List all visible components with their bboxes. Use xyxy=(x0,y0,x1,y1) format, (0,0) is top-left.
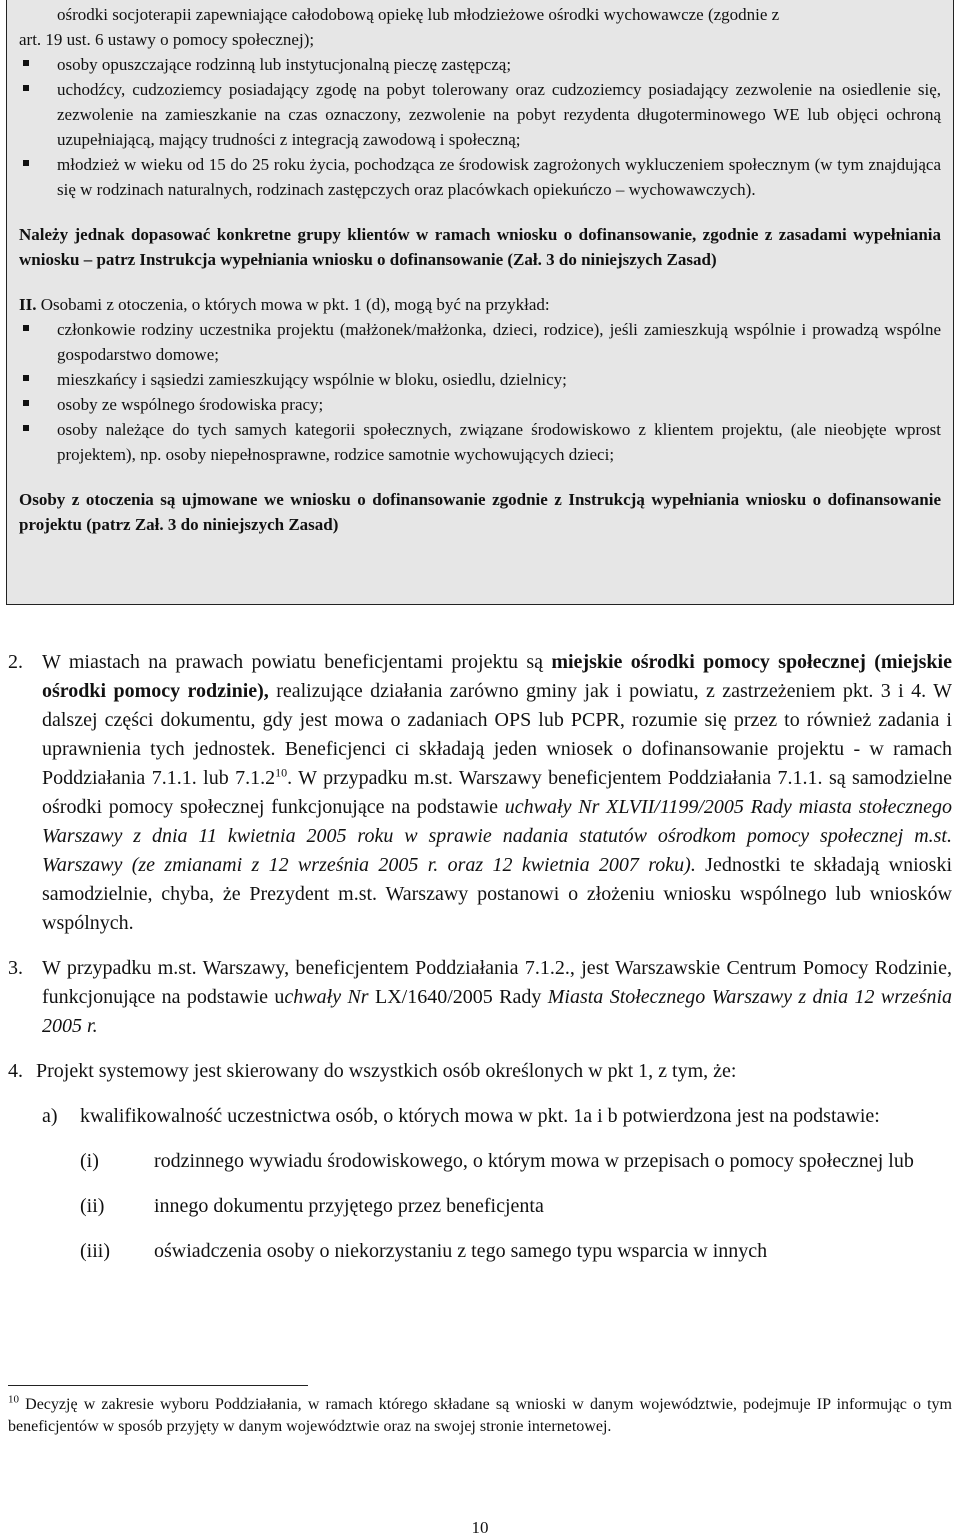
roman-item-ii: (ii) innego dokumentu przyjętego przez beneficjenta xyxy=(80,1195,544,1217)
bullet-a-1: osoby opuszczające rodzinną lub instytucjonalną pieczę zastępczą; xyxy=(19,52,941,77)
bullet-a-3: młodzież w wieku od 15 do 25 roku życia, pochodząca ze środowisk zagrożonych wykluczeniem społecznym (w tym znajdująca się w rodzinach naturalnych, rodzinach zastępczych oraz placówkach opiekuńczo – wychowawczych). xyxy=(19,152,941,202)
roman-item-i: (i) rodzinnego wywiadu środowiskowego, o którym mowa w przepisach o pomocy społecznej lub xyxy=(80,1150,914,1172)
main-content xyxy=(0,648,960,1266)
bullet-a-2: uchodźcy, cudzoziemcy posiadający zgodę na pobyt tolerowany oraz cudzoziemcy posiadający zezwolenie na osiedlenie się, zezwolenie na zamieszkanie na czas oznaczony, zezwolenie na pobyt rezydenta długoterminowego WE lub objęci ochroną uzupełniającą, mający trudności z integracją zawodową i społeczną; xyxy=(19,77,941,152)
footnote-separator xyxy=(8,1385,308,1386)
sub-a: a) kwalifikowalność uczestnictwa osób, o których mowa w pkt. 1a i b potwierdzona jest na podstawie: xyxy=(42,1105,880,1127)
closing-bold: Osoby z otoczenia są ujmowane we wniosku o dofinansowanie zgodnie z Instrukcją wypełniania wniosku o dofinansowanie projektu (patrz Zał. 3 do niniejszych Zasad) xyxy=(19,490,941,534)
footnote: $^{10}$ Decyzję w zakresie wyboru Poddziałania, w ramach którego składane są wnioski w danym województwie, podejmuje IP informując o tym beneficjentów w sposób przyjęty w danym województwie oraz na swojej stronie internetowej. xyxy=(8,1393,952,1435)
shaded-info-box xyxy=(6,0,954,605)
bullet-b-2: mieszkańcy i sąsiedzi zamieszkujący wspólnie w bloku, osiedlu, dzielnicy; xyxy=(19,367,941,392)
item-3: 3. W przypadku m.st. Warszawy, beneficjentem Poddziałania 7.1.2., jest Warszawskie Centrum Pomocy Rodzinie, funkcjonujące na podstawie uchwały Nr LX/1640/2005 Rady Miasta Stołecznego Warszawy z dnia 12 września 2005 r. xyxy=(8,957,953,1037)
intro-line: ośrodki socjoterapii zapewniające całodobową opiekę lub młodzieżowe ośrodki wychowawcze (zgodnie z art. 19 ust. 6 ustawy o pomocy społecznej); xyxy=(19,5,780,49)
page-number: 10 xyxy=(471,1518,489,1537)
section-ii-heading: II. Osobami z otoczenia, o których mowa w pkt. 1 (d), mogą być na przykład: xyxy=(19,295,550,314)
item-4: 4. Projekt systemowy jest skierowany do wszystkich osób określonych w pkt 1, z tym, że: xyxy=(8,1060,737,1082)
bullet-b-4: osoby należące do tych samych kategorii społecznych, związane środowiskowo z klientem projektu, (ale nieobjęte wprost projektem), np. osoby niepełnosprawne, rodzice samotnie wychowujących dzieci; xyxy=(19,417,941,467)
roman-item-iii: (iii) oświadczenia osoby o niekorzystaniu z tego samego typu wsparcia w innych xyxy=(80,1240,768,1262)
bullet-b-3: osoby ze wspólnego środowiska pracy; xyxy=(19,392,941,417)
note-bold: Należy jednak dopasować konkretne grupy klientów w ramach wniosku o dofinansowanie, zgodnie z zasadami wypełniania wniosku – patrz Instrukcja wypełniania wniosku o dofinansowanie (Zał. 3 do niniejszych Zasad) xyxy=(19,225,941,269)
bullet-b-1: członkowie rodziny uczestnika projektu (małżonek/małżonka, dzieci, rodzice), jeśli zamieszkują wspólnie i prowadzą wspólne gospodarstwo domowe; xyxy=(19,317,941,367)
item-2: 2. W miastach na prawach powiatu beneficjentami projektu są miejskie ośrodki pomocy społecznej (miejskie ośrodki pomocy rodzinie), realizujące działania zarówno gminy jak i powiatu, z zastrzeżeniem pkt. 3 i 4. W dalszej części dokumentu, gdy jest mowa o zadaniach OPS lub PCPR, rozumie się przez to również zadania i uprawnienia tych jednostek. Beneficjenci ci składają jeden wniosek o dofinansowanie projektu - w ramach Poddziałania 7.1.1. lub 7.1.2$^{10}$. W przypadku m.st. Warszawy beneficjentem Poddziałania 7.1.1. są samodzielne ośrodki pomocy społecznej funkcjonujące na podstawie uchwały Nr XLVII/1199/2005 Rady miasta stołecznego Warszawy z dnia 11 kwietnia 2005 roku w sprawie nadania statutów ośrodkom pomocy społecznej m.st. Warszawy (ze zmianami z 12 września 2005 r. oraz 12 kwietnia 2007 roku). Jednostki te składają wnioski samodzielnie, chyba, że Prezydent m.st. Warszawy postanowi o złożeniu wniosku wspólnego lub wniosków wspólnych. xyxy=(8,651,953,934)
